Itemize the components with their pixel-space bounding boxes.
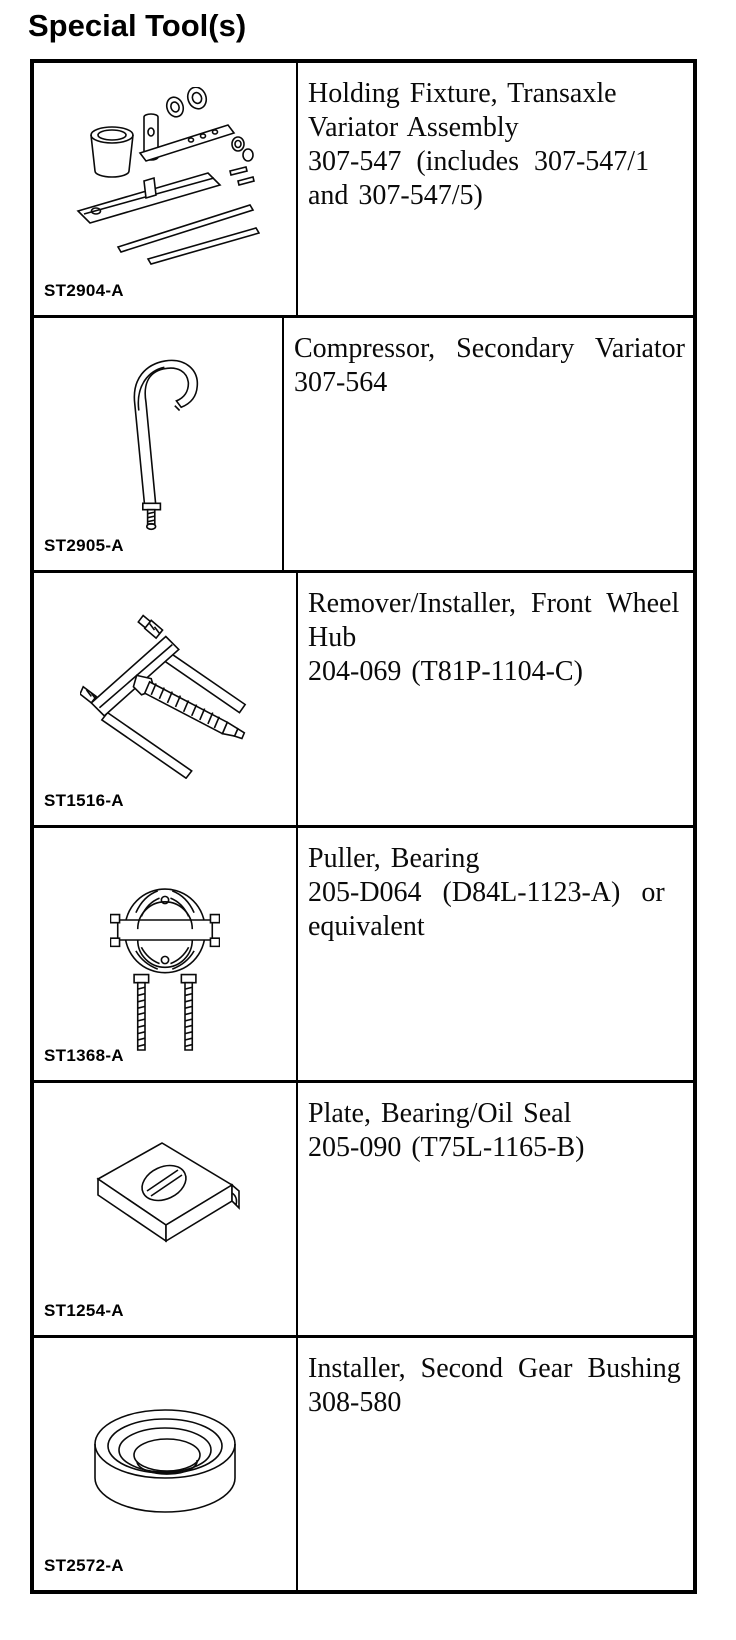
tool-description-cell	[298, 1338, 693, 1590]
tool-description-cell	[284, 318, 693, 570]
tool-name-line: Installer, Second Gear Bushing	[308, 1353, 681, 1384]
tool-image-cell	[34, 318, 284, 570]
tool-number-line: 308-580	[308, 1387, 402, 1418]
tool-number-line: equivalent	[308, 911, 425, 942]
tool-label: ST1516-A	[44, 791, 124, 810]
bearing-puller-splitter-drawing-icon	[110, 860, 220, 1060]
secondary-variator-compressor-drawing-icon	[106, 346, 210, 531]
tool-name-line: Remover/Installer, Front Wheel	[308, 588, 680, 619]
tool-image-cell	[34, 1338, 298, 1590]
tool-row-holding-fixture	[34, 63, 693, 318]
tool-row-hub-remover-installer	[34, 573, 693, 828]
tool-name-line: Hub	[308, 622, 357, 653]
tool-label: ST2572-A	[44, 1556, 124, 1575]
special-tools-table	[30, 59, 697, 1594]
tool-number-line: 204-069 (T81P-1104-C)	[308, 656, 583, 687]
tool-description-cell	[298, 573, 693, 825]
tool-label: ST2904-A	[44, 281, 124, 300]
tool-image-cell	[34, 828, 298, 1080]
tool-name-line: Plate, Bearing/Oil Seal	[308, 1098, 572, 1129]
tool-image-cell	[34, 63, 298, 315]
tool-number-line: and 307-547/5)	[308, 180, 483, 211]
tool-number-line: 307-564	[293, 367, 388, 398]
tool-row-bearing-oil-seal-plate	[34, 1083, 693, 1338]
tool-label: ST1368-A	[44, 1046, 124, 1065]
tool-image-cell	[34, 1083, 298, 1335]
second-gear-bushing-installer-drawing-icon	[85, 1400, 245, 1522]
tool-description-cell	[298, 1083, 693, 1335]
tool-row-bearing-puller	[34, 828, 693, 1083]
tool-name-line: Holding Fixture, Transaxle	[308, 78, 617, 109]
tool-number-line: 307-547 (includes 307-547/1	[308, 146, 650, 177]
holding-fixture-exploded-drawing-icon	[70, 87, 260, 267]
tool-name-line: Variator Assembly	[308, 112, 519, 143]
front-wheel-hub-puller-drawing-icon	[80, 609, 250, 779]
tool-row-compressor	[34, 318, 693, 573]
tool-number-line: 205-D064 (D84L-1123-A) or	[308, 877, 665, 908]
tool-number-line: 205-090 (T75L-1165-B)	[308, 1132, 585, 1163]
tool-image-cell	[34, 573, 298, 825]
tool-name-line: Puller, Bearing	[308, 843, 480, 874]
tool-label: ST2905-A	[44, 536, 124, 555]
tool-description-cell	[298, 828, 693, 1080]
tool-name-line: Compressor, Secondary Variator	[293, 333, 685, 364]
bearing-oil-seal-plate-drawing-icon	[90, 1133, 240, 1258]
tool-description-cell	[298, 63, 693, 315]
tool-label: ST1254-A	[44, 1301, 124, 1320]
page-title: Special Tool(s)	[28, 8, 247, 43]
tool-row-second-gear-bushing-installer	[34, 1338, 693, 1590]
